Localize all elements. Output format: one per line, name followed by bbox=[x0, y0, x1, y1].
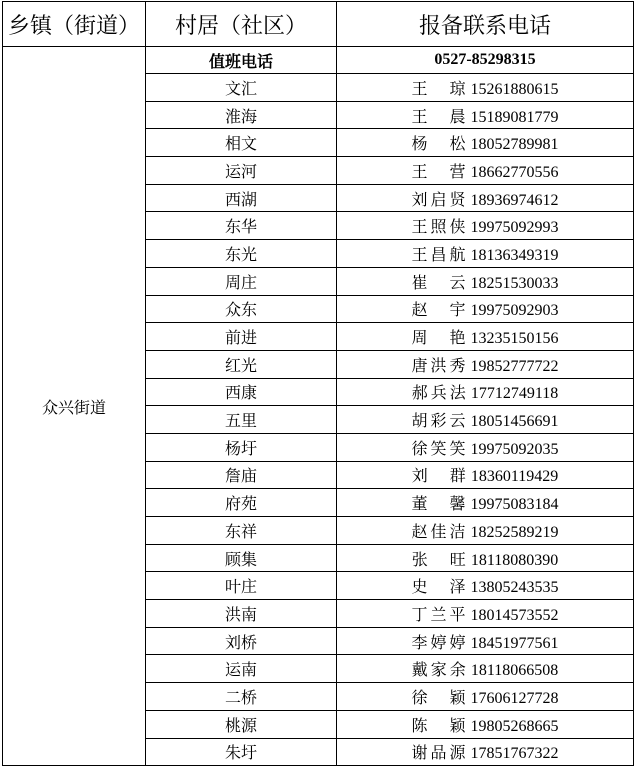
contact-phone: 18118066508 bbox=[470, 662, 559, 680]
header-village: 村居（社区） bbox=[146, 2, 337, 47]
contact-phone: 17712749118 bbox=[470, 385, 559, 403]
contact-name: 李婷婷 bbox=[411, 632, 466, 652]
village-cell: 五里 bbox=[146, 406, 337, 434]
village-cell: 东华 bbox=[146, 212, 337, 240]
contact-cell bbox=[337, 74, 634, 102]
village-cell: 东光 bbox=[146, 240, 337, 268]
village-cell: 文汇 bbox=[146, 74, 337, 102]
contact-cell bbox=[337, 101, 634, 129]
village-cell: 叶庄 bbox=[146, 572, 337, 600]
contact-cell bbox=[337, 655, 634, 683]
contact-cell bbox=[337, 212, 634, 240]
contact-cell bbox=[337, 157, 634, 185]
contact-name: 王 晨 bbox=[411, 106, 466, 126]
contact-phone: 18252589219 bbox=[470, 523, 559, 541]
contact-name: 王照侠 bbox=[411, 217, 466, 237]
contact-name: 杨 松 bbox=[411, 134, 466, 154]
duty-label: 值班电话 bbox=[146, 47, 337, 74]
contact-cell bbox=[337, 433, 634, 461]
contact-phone: 15261880615 bbox=[470, 80, 559, 98]
contact-cell bbox=[337, 544, 634, 572]
contact-name: 赵 宇 bbox=[411, 300, 466, 320]
village-cell: 众东 bbox=[146, 295, 337, 323]
contact-cell bbox=[337, 600, 634, 628]
contact-phone: 18360119429 bbox=[470, 468, 559, 486]
header-row bbox=[3, 2, 634, 47]
contact-phone: 18251530033 bbox=[470, 274, 559, 292]
contact-name: 徐笑笑 bbox=[411, 438, 466, 458]
contact-phone: 15189081779 bbox=[470, 108, 559, 126]
contact-phone: 19975092993 bbox=[470, 219, 559, 237]
village-cell: 东祥 bbox=[146, 517, 337, 545]
contact-cell bbox=[337, 350, 634, 378]
contact-phone: 18014573552 bbox=[470, 606, 559, 624]
contact-name: 史 泽 bbox=[411, 577, 466, 597]
contact-cell bbox=[337, 517, 634, 545]
contact-cell bbox=[337, 267, 634, 295]
contact-phone: 18936974612 bbox=[470, 191, 559, 209]
contact-name: 丁兰平 bbox=[411, 604, 466, 624]
contact-name: 郝兵法 bbox=[411, 383, 466, 403]
contact-phone: 19975092035 bbox=[470, 440, 559, 458]
contact-phone: 17851767322 bbox=[470, 745, 559, 763]
contact-name: 周 艳 bbox=[411, 328, 466, 348]
contact-name: 徐 颖 bbox=[411, 687, 466, 707]
village-cell: 红光 bbox=[146, 350, 337, 378]
contact-phone: 18052789981 bbox=[470, 136, 559, 154]
village-cell: 运南 bbox=[146, 655, 337, 683]
village-cell: 杨圩 bbox=[146, 433, 337, 461]
contact-name: 谢品源 bbox=[411, 743, 466, 763]
contact-phone: 18051456691 bbox=[470, 413, 559, 431]
contact-cell bbox=[337, 240, 634, 268]
duty-phone: 0527-85298315 bbox=[337, 47, 634, 74]
contact-cell bbox=[337, 323, 634, 351]
contact-cell bbox=[337, 461, 634, 489]
contact-cell bbox=[337, 572, 634, 600]
contact-name: 赵佳洁 bbox=[411, 521, 466, 541]
contact-cell bbox=[337, 683, 634, 711]
village-cell: 西湖 bbox=[146, 184, 337, 212]
contact-name: 崔 云 bbox=[411, 272, 466, 292]
town-name: 众兴街道 bbox=[3, 47, 146, 766]
village-cell: 洪南 bbox=[146, 600, 337, 628]
contact-phone: 17606127728 bbox=[470, 689, 559, 707]
village-cell: 淮海 bbox=[146, 101, 337, 129]
contact-phone: 19975092903 bbox=[470, 302, 559, 320]
village-cell: 刘桥 bbox=[146, 627, 337, 655]
duty-row bbox=[3, 47, 634, 74]
contact-phone: 18136349319 bbox=[470, 246, 559, 264]
contact-name: 王昌航 bbox=[411, 244, 466, 264]
village-cell: 运河 bbox=[146, 157, 337, 185]
village-cell: 西康 bbox=[146, 378, 337, 406]
contact-cell bbox=[337, 129, 634, 157]
contact-name: 唐洪秀 bbox=[411, 355, 466, 375]
contact-cell bbox=[337, 738, 634, 766]
village-cell: 相文 bbox=[146, 129, 337, 157]
contact-name: 刘启贤 bbox=[411, 189, 466, 209]
contact-cell bbox=[337, 184, 634, 212]
contact-name: 王 琼 bbox=[411, 78, 466, 98]
contact-phone: 13235150156 bbox=[470, 330, 559, 348]
village-cell: 朱圩 bbox=[146, 738, 337, 766]
contact-cell bbox=[337, 627, 634, 655]
village-cell: 詹庙 bbox=[146, 461, 337, 489]
village-cell: 二桥 bbox=[146, 683, 337, 711]
village-cell: 府苑 bbox=[146, 489, 337, 517]
contact-cell bbox=[337, 710, 634, 738]
village-cell: 周庄 bbox=[146, 267, 337, 295]
contact-name: 王 营 bbox=[411, 161, 466, 181]
contact-table bbox=[2, 1, 634, 766]
village-cell: 桃源 bbox=[146, 710, 337, 738]
contact-phone: 19805268665 bbox=[470, 717, 559, 735]
village-cell: 前进 bbox=[146, 323, 337, 351]
contact-phone: 18662770556 bbox=[470, 163, 559, 181]
contact-phone: 18118080390 bbox=[470, 551, 559, 569]
contact-name: 张 旺 bbox=[411, 549, 466, 569]
village-cell: 顾集 bbox=[146, 544, 337, 572]
contact-cell bbox=[337, 295, 634, 323]
contact-phone: 19975083184 bbox=[470, 496, 559, 514]
contact-name: 胡彩云 bbox=[411, 411, 466, 431]
contact-cell bbox=[337, 378, 634, 406]
contact-name: 董 馨 bbox=[411, 494, 466, 514]
contact-phone: 18451977561 bbox=[470, 634, 559, 652]
header-town: 乡镇（街道） bbox=[3, 2, 146, 47]
contact-name: 刘 群 bbox=[411, 466, 466, 486]
header-phone: 报备联系电话 bbox=[337, 2, 634, 47]
contact-name: 陈 颖 bbox=[411, 715, 466, 735]
contact-cell bbox=[337, 489, 634, 517]
contact-phone: 13805243535 bbox=[470, 579, 559, 597]
contact-name: 戴家余 bbox=[411, 660, 466, 680]
contact-cell bbox=[337, 406, 634, 434]
contact-phone: 19852777722 bbox=[470, 357, 559, 375]
